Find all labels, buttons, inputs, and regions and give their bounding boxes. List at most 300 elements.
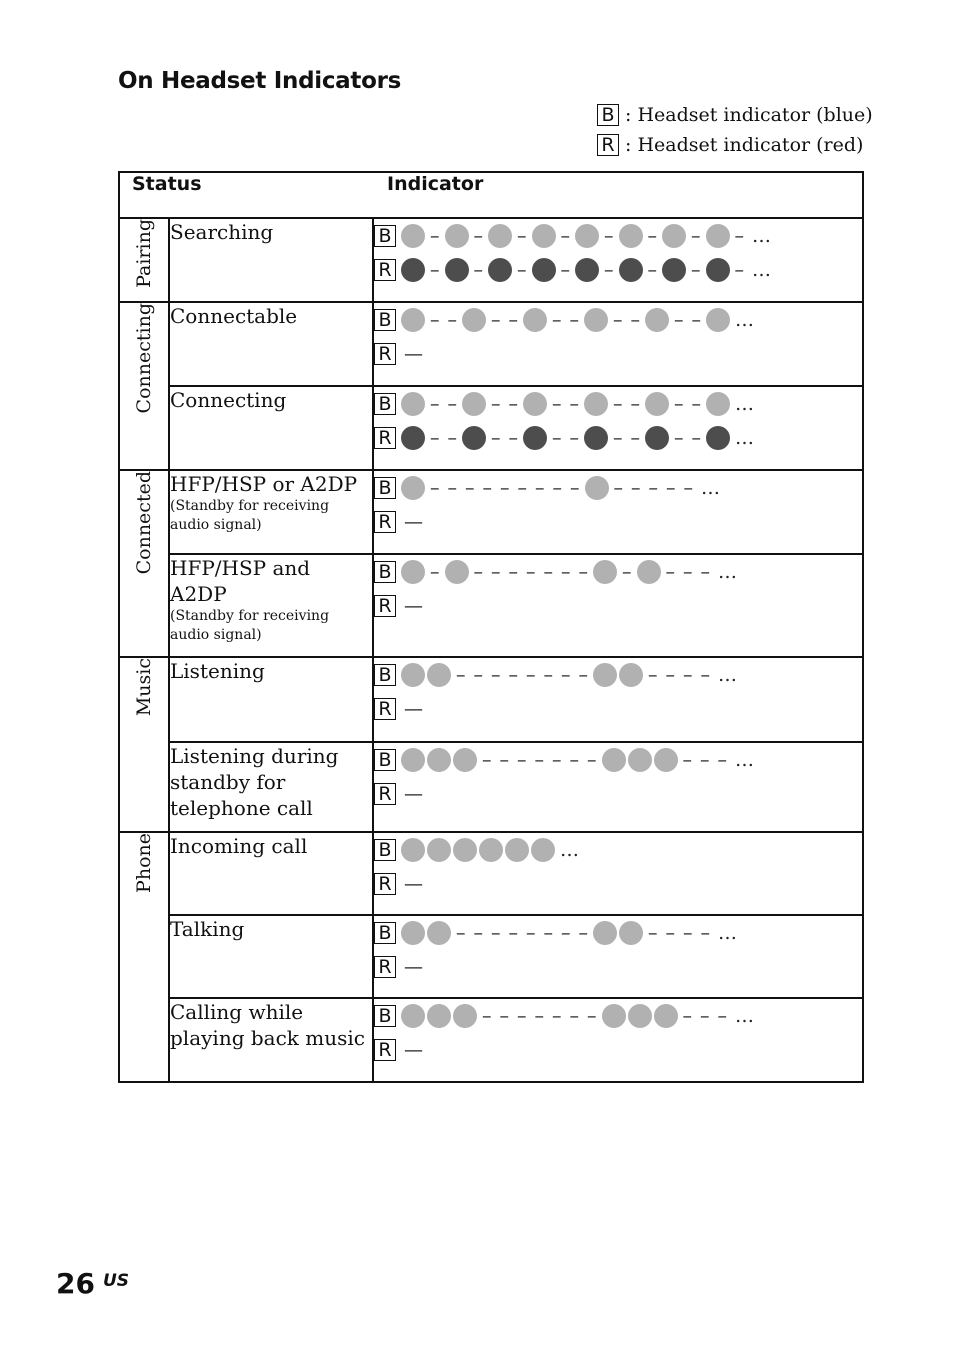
off-dash: –	[665, 664, 676, 686]
ellipsis: …	[718, 664, 738, 686]
blue-light-dot	[584, 392, 608, 416]
blue-indicator-icon: B	[374, 477, 396, 499]
off-dash: —	[404, 511, 424, 533]
off-dash: –	[517, 1005, 527, 1027]
red-light-dot	[488, 258, 512, 282]
off-dash: –	[717, 1005, 728, 1027]
off-dash: –	[552, 309, 562, 331]
off-dash: –	[491, 561, 501, 583]
off-dash: –	[430, 259, 440, 281]
table-header	[119, 172, 863, 218]
red-indicator-icon: R	[374, 259, 396, 281]
blue-indicator-icon: B	[374, 664, 396, 686]
ellipsis: …	[718, 561, 738, 583]
off-dash: –	[691, 393, 702, 415]
blue-light-dot	[401, 476, 425, 500]
category-label: Connecting	[133, 303, 155, 414]
status-cell	[169, 470, 373, 554]
ellipsis: …	[752, 259, 772, 281]
status-cell	[169, 915, 373, 998]
off-dash: –	[543, 922, 554, 944]
off-dash: –	[543, 561, 554, 583]
off-dash: –	[700, 749, 710, 771]
off-dash: –	[734, 259, 745, 281]
table-row	[119, 742, 863, 832]
blue-light-dot	[523, 392, 547, 416]
status-name: Incoming call	[170, 834, 308, 858]
red-light-dot	[706, 426, 730, 450]
status-cell	[169, 832, 373, 915]
category-cell	[119, 302, 169, 470]
indicator-sequence	[400, 838, 583, 862]
red-light-dot	[662, 258, 686, 282]
blue-light-dot	[453, 748, 477, 772]
red-light-dot	[645, 426, 669, 450]
red-light-dot	[401, 426, 425, 450]
off-dash: –	[682, 1005, 693, 1027]
blue-light-dot	[654, 1004, 678, 1028]
off-dash: –	[552, 477, 563, 499]
indicator-cell	[373, 832, 863, 915]
blue-light-dot	[532, 224, 556, 248]
off-dash: –	[456, 664, 466, 686]
red-light-dot	[401, 258, 425, 282]
off-dash: –	[578, 664, 589, 686]
red-indicator-pattern	[374, 589, 862, 623]
table-row	[119, 470, 863, 554]
red-light-dot	[462, 426, 486, 450]
legend-blue-label: : Headset indicator (blue)	[625, 104, 873, 126]
table-row	[119, 554, 863, 657]
off-dash: –	[569, 427, 580, 449]
off-dash: –	[534, 1005, 545, 1027]
off-dash: –	[734, 225, 745, 247]
off-dash: –	[517, 477, 528, 499]
blue-indicator-pattern	[374, 219, 862, 253]
off-dash: –	[517, 259, 527, 281]
indicator-header: Indicator	[373, 172, 863, 218]
red-indicator-pattern	[374, 950, 862, 984]
off-dash: –	[683, 477, 694, 499]
off-dash: –	[473, 225, 484, 247]
off-dash: –	[578, 561, 589, 583]
blue-light-dot	[401, 1004, 425, 1028]
category-cell	[119, 470, 169, 657]
off-dash: –	[622, 561, 632, 583]
page-number: 26	[56, 1267, 95, 1300]
off-dash: –	[473, 664, 484, 686]
off-dash: –	[526, 561, 536, 583]
indicator-table	[118, 171, 864, 1083]
category-label: Music	[133, 658, 155, 717]
blue-light-dot	[427, 663, 451, 687]
legend	[597, 100, 873, 160]
blue-indicator-icon: B	[374, 839, 396, 861]
blue-light-dot	[645, 308, 669, 332]
off-dash: –	[491, 922, 501, 944]
indicator-sequence	[400, 392, 758, 416]
indicator-cell	[373, 915, 863, 998]
off-dash: –	[482, 477, 493, 499]
off-dash: –	[543, 664, 554, 686]
off-dash: –	[430, 561, 440, 583]
category-label: Phone	[133, 833, 155, 893]
blue-indicator-pattern	[374, 999, 862, 1033]
off-dash: –	[552, 749, 562, 771]
blue-indicator-icon: B	[597, 104, 619, 126]
blue-light-dot	[401, 838, 425, 862]
status-name: Searching	[170, 220, 274, 244]
off-dash: –	[665, 561, 676, 583]
indicator-cell	[373, 554, 863, 657]
table-row	[119, 998, 863, 1082]
blue-light-dot	[628, 748, 652, 772]
category-cell	[119, 218, 169, 302]
blue-light-dot	[401, 663, 425, 687]
off-dash: –	[508, 309, 519, 331]
blue-light-dot	[453, 1004, 477, 1028]
off-dash: –	[508, 664, 519, 686]
page-region-suffix: US	[103, 1271, 130, 1291]
red-indicator-icon: R	[374, 343, 396, 365]
blue-light-dot	[593, 560, 617, 584]
off-dash: –	[499, 1005, 510, 1027]
off-dash: –	[717, 749, 728, 771]
off-dash: –	[613, 393, 623, 415]
off-dash: –	[430, 393, 440, 415]
blue-indicator-pattern	[374, 658, 862, 692]
off-dash: –	[430, 477, 440, 499]
red-indicator-icon: R	[374, 427, 396, 449]
category-cell	[119, 832, 169, 1082]
status-cell	[169, 742, 373, 832]
blue-indicator-pattern	[374, 303, 862, 337]
ellipsis: …	[735, 1005, 755, 1027]
indicator-cell	[373, 470, 863, 554]
ellipsis: …	[735, 393, 755, 415]
off-dash: –	[560, 259, 571, 281]
off-dash: –	[491, 427, 501, 449]
off-dash: –	[700, 922, 711, 944]
red-indicator-pattern	[374, 253, 862, 287]
off-dash: —	[404, 873, 424, 895]
blue-light-dot	[462, 308, 486, 332]
status-name: HFP/HSP or A2DP	[170, 472, 358, 496]
indicator-sequence	[400, 698, 425, 720]
table-row	[119, 915, 863, 998]
indicator-sequence	[400, 426, 758, 450]
off-dash: –	[491, 393, 501, 415]
off-dash: –	[630, 393, 641, 415]
red-indicator-icon: R	[374, 1039, 396, 1061]
off-dash: –	[665, 922, 676, 944]
indicator-sequence	[400, 343, 425, 365]
page-title: On Headset Indicators	[118, 68, 402, 94]
blue-light-dot	[619, 921, 643, 945]
ellipsis: …	[752, 225, 772, 247]
off-dash: –	[430, 427, 440, 449]
off-dash: –	[691, 427, 702, 449]
off-dash: –	[447, 427, 458, 449]
off-dash: –	[578, 922, 589, 944]
off-dash: –	[491, 664, 501, 686]
blue-indicator-pattern	[374, 471, 862, 505]
indicator-sequence	[400, 921, 741, 945]
blue-light-dot	[706, 224, 730, 248]
indicator-sequence	[400, 308, 758, 332]
table-row	[119, 386, 863, 470]
status-cell	[169, 998, 373, 1082]
off-dash: –	[508, 922, 519, 944]
blue-light-dot	[401, 921, 425, 945]
status-name: Talking	[170, 917, 245, 941]
off-dash: –	[613, 427, 623, 449]
blue-light-dot	[575, 224, 599, 248]
off-dash: –	[552, 427, 562, 449]
red-light-dot	[532, 258, 556, 282]
off-dash: –	[447, 477, 458, 499]
indicator-sequence	[400, 783, 425, 805]
off-dash: –	[473, 561, 484, 583]
off-dash: –	[569, 309, 580, 331]
off-dash: –	[569, 393, 580, 415]
off-dash: –	[674, 393, 684, 415]
indicator-cell	[373, 742, 863, 832]
ellipsis: …	[735, 309, 755, 331]
off-dash: –	[647, 225, 658, 247]
blue-indicator-pattern	[374, 833, 862, 867]
table-row	[119, 302, 863, 386]
red-light-dot	[445, 258, 469, 282]
indicator-cell	[373, 302, 863, 386]
red-light-dot	[575, 258, 599, 282]
off-dash: –	[508, 427, 519, 449]
off-dash: –	[587, 749, 597, 771]
status-cell	[169, 386, 373, 470]
blue-light-dot	[706, 308, 730, 332]
off-dash: –	[561, 922, 571, 944]
blue-light-dot	[619, 224, 643, 248]
status-cell	[169, 302, 373, 386]
status-name: Connectable	[170, 304, 298, 328]
off-dash: –	[630, 309, 641, 331]
off-dash: –	[666, 477, 676, 499]
off-dash: –	[648, 477, 659, 499]
off-dash: –	[447, 309, 458, 331]
blue-indicator-icon: B	[374, 1005, 396, 1027]
blue-light-dot	[401, 392, 425, 416]
indicator-sequence	[400, 663, 741, 687]
status-name: Connecting	[170, 388, 287, 412]
red-indicator-icon: R	[374, 511, 396, 533]
blue-light-dot	[593, 663, 617, 687]
indicator-cell	[373, 657, 863, 742]
ellipsis: …	[560, 839, 580, 861]
blue-indicator-icon: B	[374, 309, 396, 331]
off-dash: –	[683, 922, 693, 944]
off-dash: —	[404, 698, 424, 720]
blue-indicator-icon: B	[374, 922, 396, 944]
red-indicator-pattern	[374, 867, 862, 901]
off-dash: –	[570, 477, 580, 499]
blue-indicator-pattern	[374, 916, 862, 950]
table-row	[119, 832, 863, 915]
ellipsis: …	[718, 922, 738, 944]
off-dash: –	[630, 427, 641, 449]
red-indicator-pattern	[374, 337, 862, 371]
blue-light-dot	[427, 921, 451, 945]
off-dash: –	[682, 749, 693, 771]
off-dash: –	[683, 664, 693, 686]
off-dash: –	[674, 427, 684, 449]
off-dash: –	[430, 225, 440, 247]
blue-light-dot	[479, 838, 503, 862]
indicator-sequence	[400, 560, 741, 584]
blue-light-dot	[662, 224, 686, 248]
blue-light-dot	[427, 748, 451, 772]
red-indicator-icon: R	[374, 783, 396, 805]
blue-indicator-pattern	[374, 555, 862, 589]
red-light-dot	[584, 426, 608, 450]
blue-light-dot	[427, 838, 451, 862]
blue-light-dot	[645, 392, 669, 416]
blue-light-dot	[401, 308, 425, 332]
blue-light-dot	[585, 476, 609, 500]
red-light-dot	[619, 258, 643, 282]
blue-light-dot	[602, 1004, 626, 1028]
red-indicator-icon: R	[597, 134, 619, 156]
red-indicator-pattern	[374, 1033, 862, 1067]
off-dash: –	[648, 922, 658, 944]
status-cell	[169, 657, 373, 742]
indicator-sequence	[400, 873, 425, 895]
off-dash: –	[508, 561, 519, 583]
blue-light-dot	[401, 224, 425, 248]
off-dash: –	[587, 1005, 597, 1027]
off-dash: –	[517, 749, 527, 771]
off-dash: –	[482, 1005, 492, 1027]
blue-light-dot	[462, 392, 486, 416]
ellipsis: …	[735, 749, 755, 771]
blue-light-dot	[505, 838, 529, 862]
off-dash: –	[534, 749, 545, 771]
indicator-sequence	[400, 511, 425, 533]
off-dash: –	[700, 1005, 710, 1027]
blue-light-dot	[637, 560, 661, 584]
off-dash: –	[482, 749, 492, 771]
indicator-sequence	[400, 748, 758, 772]
red-indicator-pattern	[374, 692, 862, 726]
off-dash: –	[447, 393, 458, 415]
off-dash: –	[517, 225, 527, 247]
indicator-cell	[373, 218, 863, 302]
legend-red	[597, 130, 873, 160]
blue-light-dot	[523, 308, 547, 332]
off-dash: –	[561, 664, 571, 686]
red-light-dot	[706, 258, 730, 282]
blue-light-dot	[401, 748, 425, 772]
status-cell	[169, 554, 373, 657]
off-dash: –	[674, 309, 684, 331]
legend-red-label: : Headset indicator (red)	[625, 134, 864, 156]
status-name: HFP/HSP and A2DP	[170, 556, 311, 606]
blue-indicator-icon: B	[374, 225, 396, 247]
off-dash: –	[552, 1005, 562, 1027]
indicator-sequence	[400, 956, 425, 978]
blue-light-dot	[628, 1004, 652, 1028]
off-dash: —	[404, 956, 424, 978]
status-header: Status	[119, 172, 373, 218]
status-note: (Standby for receiving audio signal)	[170, 498, 330, 533]
red-indicator-icon: R	[374, 595, 396, 617]
blue-light-dot	[488, 224, 512, 248]
blue-light-dot	[593, 921, 617, 945]
off-dash: –	[561, 561, 571, 583]
indicator-sequence	[400, 595, 425, 617]
blue-light-dot	[654, 748, 678, 772]
off-dash: –	[613, 477, 624, 499]
off-dash: –	[691, 259, 701, 281]
off-dash: –	[560, 225, 571, 247]
off-dash: –	[683, 561, 693, 583]
off-dash: –	[648, 664, 658, 686]
blue-indicator-icon: B	[374, 393, 396, 415]
status-name: Listening during standby for telephone call	[170, 744, 339, 820]
blue-light-dot	[427, 1004, 451, 1028]
red-indicator-icon: R	[374, 873, 396, 895]
off-dash: –	[691, 225, 701, 247]
off-dash: –	[569, 749, 580, 771]
red-indicator-pattern	[374, 777, 862, 811]
indicator-cell	[373, 998, 863, 1082]
status-cell	[169, 218, 373, 302]
indicator-sequence	[400, 476, 724, 500]
off-dash: –	[465, 477, 475, 499]
ellipsis: …	[701, 477, 721, 499]
off-dash: –	[647, 259, 658, 281]
red-indicator-icon: R	[374, 956, 396, 978]
off-dash: –	[569, 1005, 580, 1027]
off-dash: –	[526, 922, 536, 944]
red-light-dot	[523, 426, 547, 450]
blue-light-dot	[445, 560, 469, 584]
off-dash: –	[473, 259, 484, 281]
category-cell	[119, 657, 169, 832]
off-dash: –	[491, 309, 501, 331]
indicator-sequence	[400, 258, 775, 282]
indicator-sequence	[400, 1039, 425, 1061]
off-dash: –	[552, 393, 562, 415]
blue-indicator-icon: B	[374, 749, 396, 771]
indicator-sequence	[400, 224, 775, 248]
indicator-cell	[373, 386, 863, 470]
indicator-sequence	[400, 1004, 758, 1028]
blue-light-dot	[445, 224, 469, 248]
blue-light-dot	[619, 663, 643, 687]
blue-light-dot	[584, 308, 608, 332]
red-indicator-pattern	[374, 505, 862, 539]
off-dash: —	[404, 783, 424, 805]
off-dash: —	[404, 343, 424, 365]
table-row	[119, 657, 863, 742]
red-indicator-pattern	[374, 421, 862, 455]
off-dash: —	[404, 595, 424, 617]
off-dash: –	[613, 309, 623, 331]
off-dash: –	[508, 393, 519, 415]
off-dash: –	[526, 664, 536, 686]
ellipsis: …	[735, 427, 755, 449]
off-dash: –	[691, 309, 702, 331]
